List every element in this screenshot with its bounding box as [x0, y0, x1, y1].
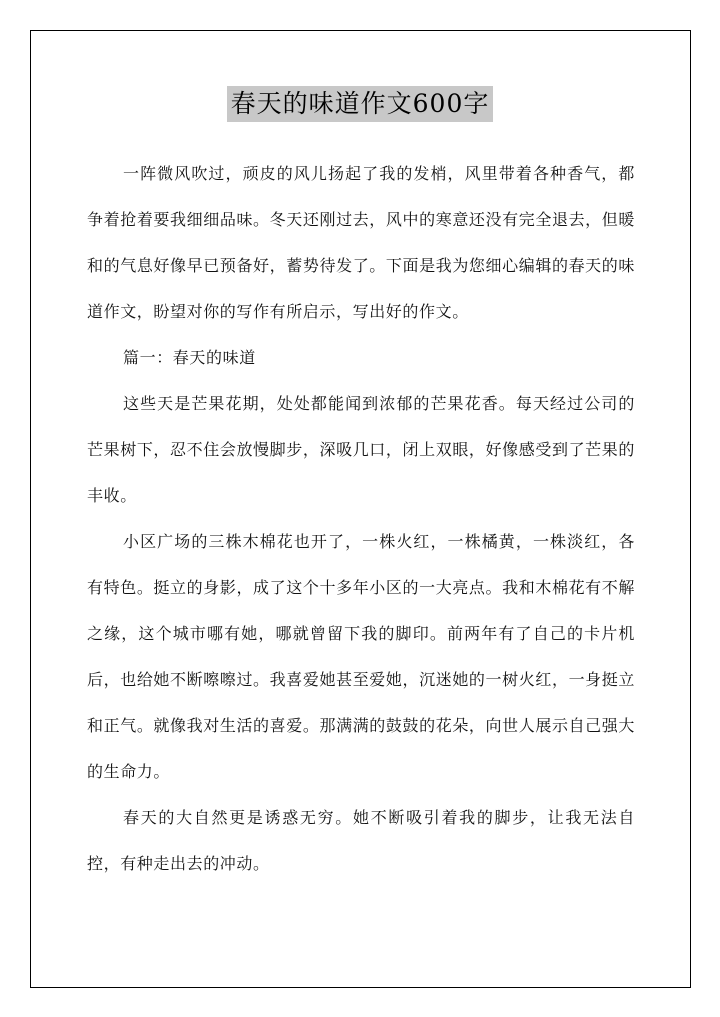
paragraph-intro: 一阵微风吹过，顽皮的风儿扬起了我的发梢，风里带着各种香气，都争着抢着要我细细品味。冬天还刚过去，风中的寒意还没有完全退去，但暖和的气息好像早已预备好，蓄势待发了。下面是我为您细心编辑的春天的味道作文，盼望对你的写作有所启示，写出好的作文。 [87, 164, 635, 321]
paragraph-nature: 春天的大自然更是诱惑无穷。她不断吸引着我的脚步，让我无法自控，有种走出去的冲动。 [87, 808, 635, 873]
paragraph-mango: 这些天是芒果花期，处处都能闻到浓郁的芒果花香。每天经过公司的芒果树下，忍不住会放慢脚步，深吸几口，闭上双眼，好像感受到了芒果的丰收。 [87, 394, 635, 505]
paragraph-kapok: 小区广场的三株木棉花也开了，一株火红，一株橘黄，一株淡红，各有特色。挺立的身影，成了这个十多年小区的一大亮点。我和木棉花有不解之缘，这个城市哪有她，哪就曾留下我的脚印。前两年有了自己的卡片机后，也给她不断嚓嚓过。我喜爱她甚至爱她，沉迷她的一树火红，一身挺立和正气。就像我对生活的喜爱。那满满的鼓鼓的花朵，向世人展示自己强大的生命力。 [87, 532, 635, 781]
title-container [0, 86, 720, 122]
document-title: 春天的味道作文600字 [227, 86, 494, 122]
section-heading: 篇一：春天的味道 [123, 348, 256, 367]
document-body [87, 151, 635, 887]
